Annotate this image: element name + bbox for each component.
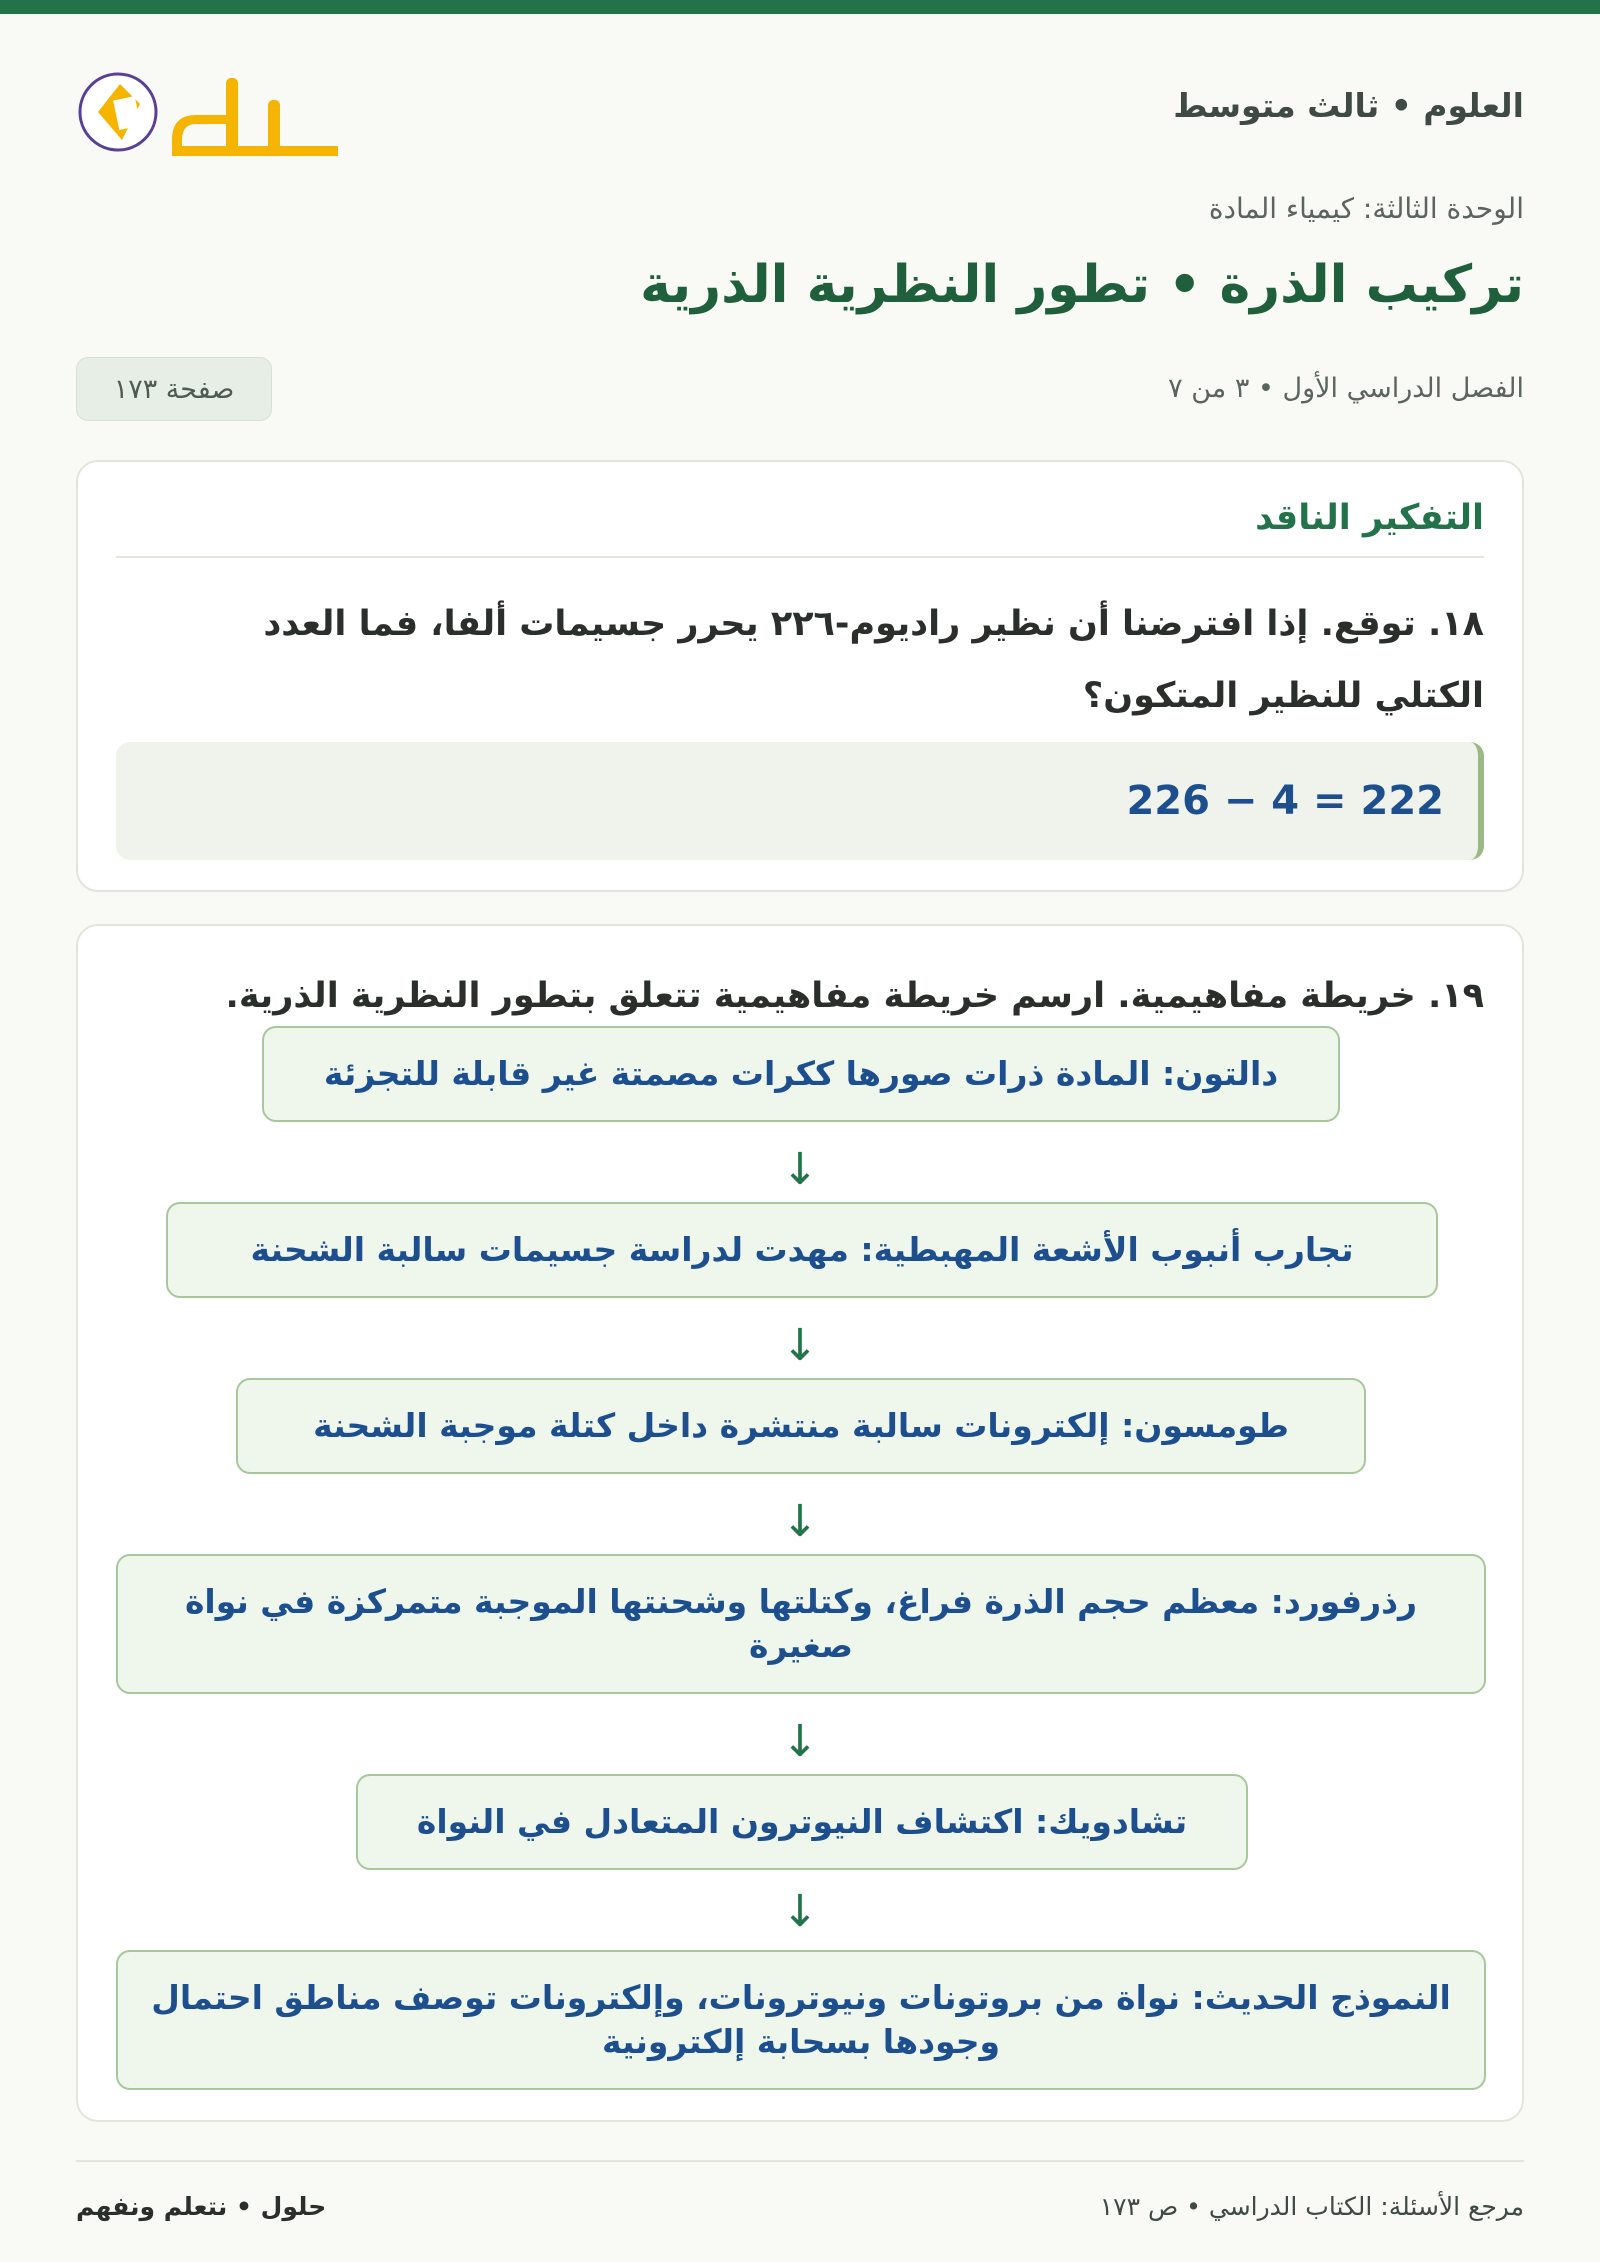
concept-map-card bbox=[76, 924, 1524, 2122]
footer-divider bbox=[76, 2160, 1524, 2162]
footer-brand: حلول • نتعلم ونفهم bbox=[76, 2192, 327, 2221]
concept-node-cathode-ray: تجارب أنبوب الأشعة المهبطية: مهدت لدراسة جسيمات سالبة الشحنة bbox=[166, 1202, 1438, 1298]
down-arrow-icon: ↓ bbox=[781, 1144, 819, 1195]
holool-logo bbox=[76, 60, 346, 160]
page-title: تركيب الذرة • تطور النظرية الذرية bbox=[640, 255, 1524, 315]
page-header bbox=[76, 60, 1524, 160]
concept-node-rutherford: رذرفورد: معظم حجم الذرة فراغ، وكتلتها وشحنتها الموجبة متمركزة في نواة صغيرة bbox=[116, 1554, 1486, 1694]
question-19: ١٩. خريطة مفاهيمية. ارسم خريطة مفاهيمية تتعلق بتطور النظرية الذرية. bbox=[225, 976, 1484, 1016]
down-arrow-icon: ↓ bbox=[781, 1716, 819, 1767]
section-heading: التفكير الناقد bbox=[1255, 498, 1484, 538]
subject-label: العلوم • ثالث متوسط bbox=[1173, 86, 1524, 125]
answer-box bbox=[116, 742, 1484, 860]
concept-node-chadwick: تشادويك: اكتشاف النيوترون المتعادل في النواة bbox=[356, 1774, 1248, 1870]
section-divider bbox=[116, 556, 1484, 558]
question-18: ١٨. توقع. إذا افترضنا أن نظير راديوم-٢٢٦ يحرر جسيمات ألفا، فما العدد الكتلي للنظير المتكون؟ bbox=[263, 604, 1484, 716]
concept-node-thomson: طومسون: إلكترونات سالبة منتشرة داخل كتلة موجبة الشحنة bbox=[236, 1378, 1366, 1474]
page-number-badge: صفحة ١٧٣ bbox=[76, 357, 272, 421]
top-accent-bar bbox=[0, 0, 1600, 14]
unit-label: الوحدة الثالثة: كيمياء المادة bbox=[1208, 192, 1524, 225]
critical-thinking-card bbox=[76, 460, 1524, 892]
concept-node-modern-model: النموذج الحديث: نواة من بروتونات ونيوترونات، وإلكترونات توصف مناطق احتمال وجودها بسحابة إلكترونية bbox=[116, 1950, 1486, 2090]
answer-18: 226 − 4 = 222 bbox=[1126, 778, 1444, 824]
footer-reference: مرجع الأسئلة: الكتاب الدراسي • ص ١٧٣ bbox=[1099, 2192, 1524, 2221]
down-arrow-icon: ↓ bbox=[781, 1496, 819, 1547]
down-arrow-icon: ↓ bbox=[781, 1320, 819, 1371]
down-arrow-icon: ↓ bbox=[781, 1886, 819, 1937]
term-label: الفصل الدراسي الأول • ٣ من ٧ bbox=[1168, 373, 1524, 404]
concept-node-dalton: دالتون: المادة ذرات صورها ككرات مصمتة غير قابلة للتجزئة bbox=[262, 1026, 1340, 1122]
